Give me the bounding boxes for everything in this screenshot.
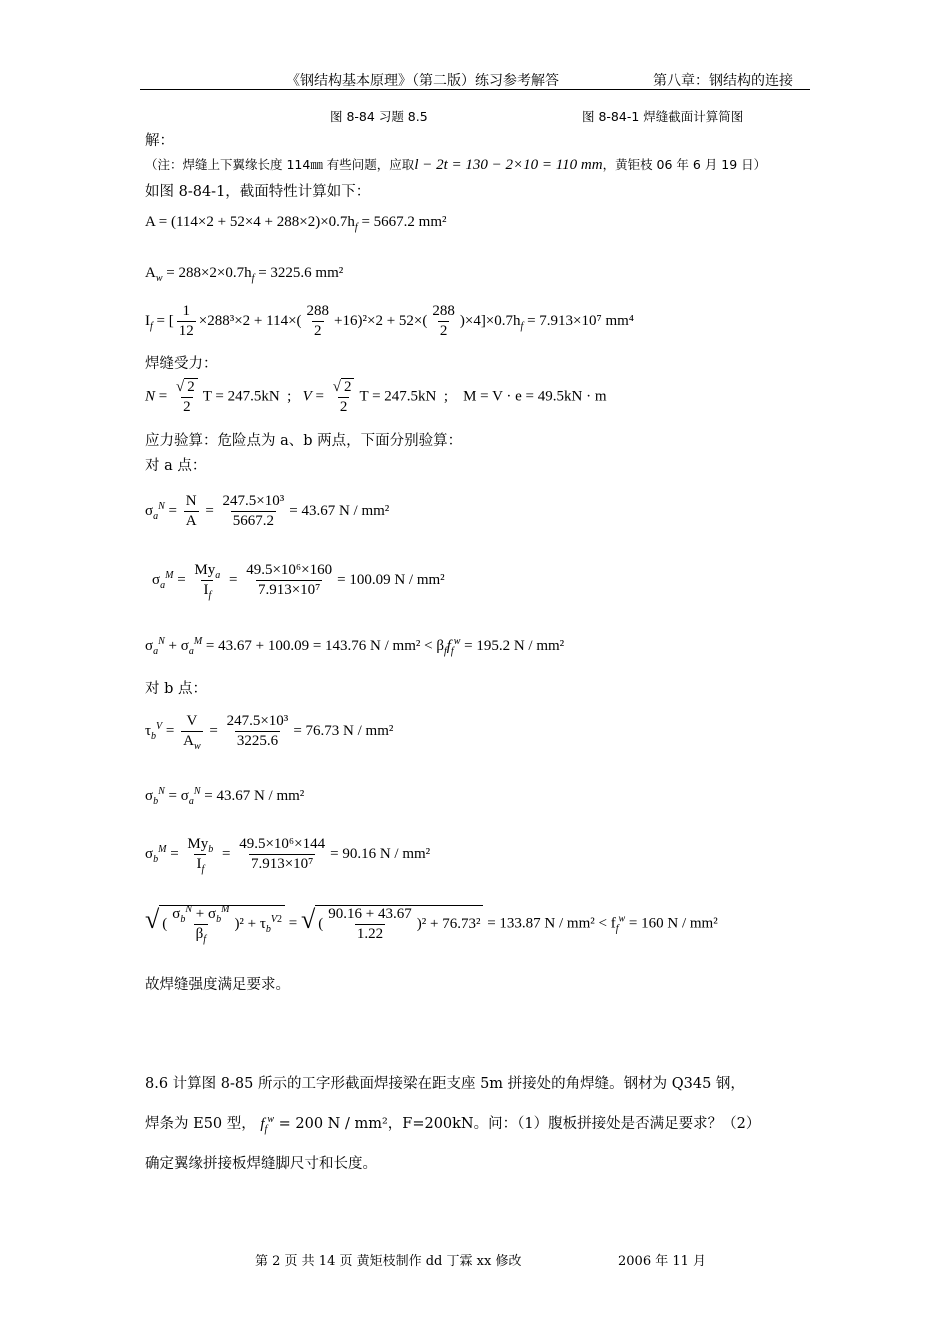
equation-area-A: $A = (114\times 2 + 52\times 4 + 288\times 2)\times 0.7h_f = 5667.2$ mm² [145, 214, 447, 233]
footer-page-info: 第 2 页 共 14 页 黄矩枝制作 dd 丁霖 xx 修改 [255, 1254, 522, 1269]
equation-tau-bV: $\tau_b^V$ = $\frac{V}{A_w}$ = $\frac{\text{247.5×10³}}{3225.6}$ = 76.73 N / mm² [145, 713, 394, 752]
point-a-label: 对 a 点： [145, 458, 207, 474]
equation-sigma-bM: $\sigma_b^M$ = $\frac{My_b}{I_f}$ = $\frac{\text{49.5×10⁶×144}}{\text{7.913×10⁷}}$ = 90.16 N / mm² [145, 836, 431, 875]
equation-sum-a: $\sigma_a^N + \sigma_a^M = 43.67 + 100.09 = 143.76$ $N / mm^2 < \beta_ff_f^w = 195.2$ N / mm² [145, 636, 565, 657]
stress-check-label: 应力验算：危险点为 a、b 两点，下面分别验算： [145, 433, 463, 449]
figure-caption-8-84: 图 8-84 习题 8.5 [330, 109, 428, 124]
figure-caption-8-84-1: 图 8-84-1 焊缝截面计算简图 [582, 109, 744, 124]
problem-8-6-line2: 焊条为 E50 型， $f_f^w = 200$ N / mm²，F=200kN。问：（1）腹板拼接处是否满足要求？（2） [145, 1114, 761, 1135]
equation-sigma-bN: $\sigma_b^N = \sigma_a^N = 43.67$ N / mm² [145, 786, 305, 807]
correction-note: （注：焊缝上下翼缘长度 114㎜ 有些问题，应取l − 2t = 130 − 2×10 = 110 mm，黄钜枝 06 年 6 月 19 日） [145, 157, 767, 173]
header-left: 《钢结构基本原理》（第二版）练习参考解答 [286, 73, 559, 89]
intro-text: 如图 8-84-1，截面特性计算如下： [145, 184, 371, 200]
solution-label: 解： [145, 133, 174, 149]
equation-inertia-If: $I_f$ = [ $\frac{1}{12}$ ×288³×2 + 114×( $\frac{288}{2}$ +16)²×2 + 52×( $\frac{288}{2}$ )$\times 4]\times 0.7h_f = 7.913\times 10^7$ mm⁴ [145, 303, 635, 339]
problem-8-6-line3: 确定翼缘拼接板焊缝脚尺寸和长度。 [145, 1156, 377, 1172]
equation-sigma-aN: $\sigma_a^N$ = $\frac{N}{A}$ = $\frac{\text{247.5×10³}}{5667.2}$ = 43.67 N / mm² [145, 493, 390, 529]
problem-8-6-line1: 8.6 计算图 8-85 所示的工字形截面焊接梁在距支座 5m 拼接处的角焊缝。钢材为 Q345 钢， [145, 1076, 745, 1092]
forces-label: 焊缝受力： [145, 356, 218, 372]
conclusion-text: 故焊缝强度满足要求。 [145, 977, 290, 993]
header-rule [140, 89, 810, 90]
point-b-label: 对 b 点： [145, 681, 207, 697]
equation-forces: N = $\frac{√ 2}{2}$ T = 247.5kN ; V = $\frac{√ 2}{2}$ T = 247.5kN ; M = V · e = 49.5kN · m [145, 379, 607, 415]
equation-area-Aw: $A_w = 288\times 2\times 0.7h_f = 3225.6$ mm² [145, 265, 344, 284]
header-right: 第八章：钢结构的连接 [653, 73, 793, 89]
equation-combined-stress: √ ( $\frac{\sigma_b^N + \sigma_b^M}{\beta_f}$ )$^2 + \tau_b^{V2}$ = √ ( $\frac{90.16 + 43.67}{1.22}$ )² + 76.73² = 133.87 $N / mm^2 < f_f^w = 160$ N / mm² [145, 904, 718, 946]
footer-date: 2006 年 11 月 [618, 1254, 707, 1269]
equation-sigma-aM: $\sigma_a^M$ = $\frac{My_a}{I_f}$ = $\frac{\text{49.5×10⁶×160}}{\text{7.913×10⁷}}$ = 100.09 N / mm² [152, 562, 445, 601]
